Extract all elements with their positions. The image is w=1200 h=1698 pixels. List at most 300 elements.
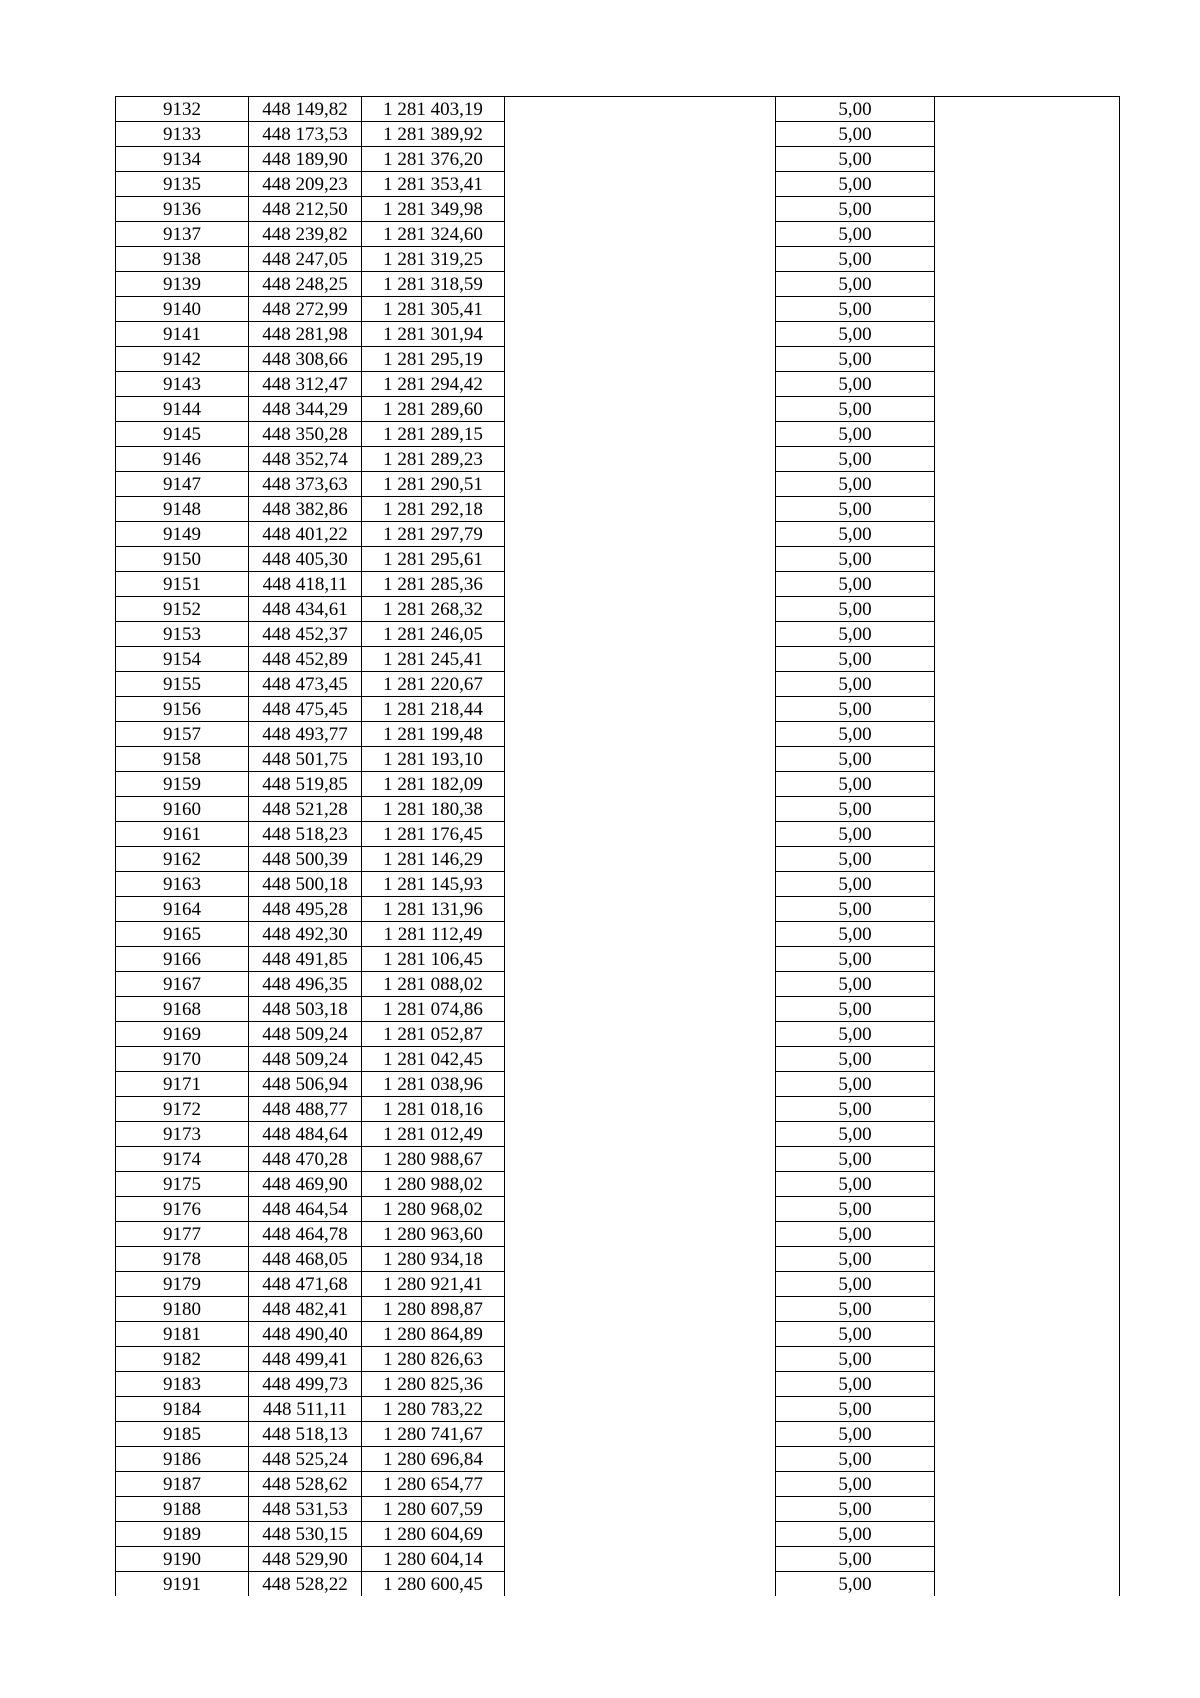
empty-cell [505, 97, 776, 122]
x-coordinate-cell: 448 503,18 [249, 997, 362, 1022]
empty-cell [505, 647, 776, 672]
accuracy-cell: 5,00 [776, 1322, 935, 1347]
empty-cell [505, 422, 776, 447]
empty-cell [505, 797, 776, 822]
point-number-cell: 9145 [116, 422, 249, 447]
x-coordinate-cell: 448 519,85 [249, 772, 362, 797]
empty-cell [935, 147, 1120, 172]
empty-cell [935, 747, 1120, 772]
empty-cell [935, 872, 1120, 897]
y-coordinate-cell: 1 281 289,23 [362, 447, 505, 472]
empty-cell [505, 597, 776, 622]
x-coordinate-cell: 448 469,90 [249, 1172, 362, 1197]
point-number-cell: 9156 [116, 697, 249, 722]
point-number-cell: 9168 [116, 997, 249, 1022]
empty-cell [935, 297, 1120, 322]
accuracy-cell: 5,00 [776, 1097, 935, 1122]
table-row [116, 1547, 1120, 1572]
accuracy-cell: 5,00 [776, 1347, 935, 1372]
accuracy-cell: 5,00 [776, 347, 935, 372]
empty-cell [505, 1297, 776, 1322]
accuracy-cell: 5,00 [776, 822, 935, 847]
empty-cell [505, 272, 776, 297]
point-number-cell: 9134 [116, 147, 249, 172]
y-coordinate-cell: 1 280 963,60 [362, 1222, 505, 1247]
accuracy-cell: 5,00 [776, 847, 935, 872]
empty-cell [505, 547, 776, 572]
accuracy-cell: 5,00 [776, 1247, 935, 1272]
x-coordinate-cell: 448 493,77 [249, 722, 362, 747]
y-coordinate-cell: 1 281 305,41 [362, 297, 505, 322]
y-coordinate-cell: 1 280 934,18 [362, 1247, 505, 1272]
table-row [116, 672, 1120, 697]
point-number-cell: 9176 [116, 1197, 249, 1222]
x-coordinate-cell: 448 471,68 [249, 1272, 362, 1297]
empty-cell [505, 122, 776, 147]
table-row [116, 1247, 1120, 1272]
y-coordinate-cell: 1 281 318,59 [362, 272, 505, 297]
accuracy-cell: 5,00 [776, 222, 935, 247]
table-row [116, 1197, 1120, 1222]
empty-cell [935, 1147, 1120, 1172]
point-number-cell: 9144 [116, 397, 249, 422]
point-number-cell: 9183 [116, 1372, 249, 1397]
y-coordinate-cell: 1 281 106,45 [362, 947, 505, 972]
x-coordinate-cell: 448 475,45 [249, 697, 362, 722]
empty-cell [505, 522, 776, 547]
accuracy-cell: 5,00 [776, 1022, 935, 1047]
y-coordinate-cell: 1 281 042,45 [362, 1047, 505, 1072]
y-coordinate-cell: 1 281 199,48 [362, 722, 505, 747]
point-number-cell: 9180 [116, 1297, 249, 1322]
x-coordinate-cell: 448 484,64 [249, 1122, 362, 1147]
accuracy-cell: 5,00 [776, 972, 935, 997]
x-coordinate-cell: 448 531,53 [249, 1497, 362, 1522]
y-coordinate-cell: 1 281 403,19 [362, 97, 505, 122]
accuracy-cell: 5,00 [776, 397, 935, 422]
accuracy-cell: 5,00 [776, 297, 935, 322]
empty-cell [935, 1297, 1120, 1322]
point-number-cell: 9142 [116, 347, 249, 372]
empty-cell [505, 247, 776, 272]
empty-cell [505, 722, 776, 747]
table-row [116, 222, 1120, 247]
y-coordinate-cell: 1 281 182,09 [362, 772, 505, 797]
x-coordinate-cell: 448 525,24 [249, 1447, 362, 1472]
table-row [116, 1122, 1120, 1147]
y-coordinate-cell: 1 281 018,16 [362, 1097, 505, 1122]
empty-cell [935, 1272, 1120, 1297]
empty-cell [935, 372, 1120, 397]
accuracy-cell: 5,00 [776, 172, 935, 197]
y-coordinate-cell: 1 280 600,45 [362, 1572, 505, 1597]
table-row [116, 1022, 1120, 1047]
y-coordinate-cell: 1 281 289,15 [362, 422, 505, 447]
point-number-cell: 9171 [116, 1072, 249, 1097]
empty-cell [505, 197, 776, 222]
empty-cell [935, 1347, 1120, 1372]
accuracy-cell: 5,00 [776, 1397, 935, 1422]
table-row [116, 1522, 1120, 1547]
empty-cell [505, 172, 776, 197]
empty-cell [505, 147, 776, 172]
table-row [116, 872, 1120, 897]
x-coordinate-cell: 448 468,05 [249, 1247, 362, 1272]
empty-cell [935, 1172, 1120, 1197]
accuracy-cell: 5,00 [776, 547, 935, 572]
point-number-cell: 9178 [116, 1247, 249, 1272]
empty-cell [935, 522, 1120, 547]
accuracy-cell: 5,00 [776, 1447, 935, 1472]
table-row [116, 1322, 1120, 1347]
point-number-cell: 9153 [116, 622, 249, 647]
point-number-cell: 9149 [116, 522, 249, 547]
y-coordinate-cell: 1 280 968,02 [362, 1197, 505, 1222]
empty-cell [935, 497, 1120, 522]
x-coordinate-cell: 448 382,86 [249, 497, 362, 522]
table-row [116, 1422, 1120, 1447]
accuracy-cell: 5,00 [776, 722, 935, 747]
empty-cell [505, 322, 776, 347]
accuracy-cell: 5,00 [776, 272, 935, 297]
coordinates-table-body [116, 97, 1120, 1597]
empty-cell [935, 1447, 1120, 1472]
accuracy-cell: 5,00 [776, 1122, 935, 1147]
table-row [116, 247, 1120, 272]
accuracy-cell: 5,00 [776, 772, 935, 797]
empty-cell [935, 347, 1120, 372]
point-number-cell: 9175 [116, 1172, 249, 1197]
x-coordinate-cell: 448 509,24 [249, 1022, 362, 1047]
empty-cell [935, 1497, 1120, 1522]
point-number-cell: 9140 [116, 297, 249, 322]
point-number-cell: 9136 [116, 197, 249, 222]
point-number-cell: 9132 [116, 97, 249, 122]
table-row [116, 847, 1120, 872]
point-number-cell: 9163 [116, 872, 249, 897]
empty-cell [505, 747, 776, 772]
table-row [116, 422, 1120, 447]
accuracy-cell: 5,00 [776, 997, 935, 1022]
empty-cell [505, 372, 776, 397]
point-number-cell: 9182 [116, 1347, 249, 1372]
y-coordinate-cell: 1 281 220,67 [362, 672, 505, 697]
y-coordinate-cell: 1 281 292,18 [362, 497, 505, 522]
point-number-cell: 9187 [116, 1472, 249, 1497]
empty-cell [505, 1172, 776, 1197]
accuracy-cell: 5,00 [776, 1472, 935, 1497]
point-number-cell: 9174 [116, 1147, 249, 1172]
y-coordinate-cell: 1 281 349,98 [362, 197, 505, 222]
x-coordinate-cell: 448 492,30 [249, 922, 362, 947]
y-coordinate-cell: 1 280 607,59 [362, 1497, 505, 1522]
table-row [116, 997, 1120, 1022]
point-number-cell: 9141 [116, 322, 249, 347]
empty-cell [935, 1547, 1120, 1572]
empty-cell [935, 422, 1120, 447]
empty-cell [935, 1022, 1120, 1047]
accuracy-cell: 5,00 [776, 872, 935, 897]
x-coordinate-cell: 448 495,28 [249, 897, 362, 922]
table-row [116, 1297, 1120, 1322]
x-coordinate-cell: 448 511,11 [249, 1397, 362, 1422]
y-coordinate-cell: 1 281 294,42 [362, 372, 505, 397]
table-row [116, 447, 1120, 472]
point-number-cell: 9186 [116, 1447, 249, 1472]
x-coordinate-cell: 448 173,53 [249, 122, 362, 147]
x-coordinate-cell: 448 247,05 [249, 247, 362, 272]
x-coordinate-cell: 448 528,62 [249, 1472, 362, 1497]
x-coordinate-cell: 448 488,77 [249, 1097, 362, 1122]
accuracy-cell: 5,00 [776, 447, 935, 472]
point-number-cell: 9147 [116, 472, 249, 497]
empty-cell [935, 97, 1120, 122]
accuracy-cell: 5,00 [776, 597, 935, 622]
y-coordinate-cell: 1 280 988,02 [362, 1172, 505, 1197]
table-row [116, 797, 1120, 822]
accuracy-cell: 5,00 [776, 1372, 935, 1397]
y-coordinate-cell: 1 281 112,49 [362, 922, 505, 947]
empty-cell [505, 1072, 776, 1097]
y-coordinate-cell: 1 281 268,32 [362, 597, 505, 622]
y-coordinate-cell: 1 281 295,61 [362, 547, 505, 572]
empty-cell [505, 772, 776, 797]
x-coordinate-cell: 448 501,75 [249, 747, 362, 772]
empty-cell [935, 397, 1120, 422]
point-number-cell: 9138 [116, 247, 249, 272]
empty-cell [505, 897, 776, 922]
empty-cell [505, 1147, 776, 1172]
empty-cell [505, 347, 776, 372]
point-number-cell: 9167 [116, 972, 249, 997]
point-number-cell: 9190 [116, 1547, 249, 1572]
empty-cell [935, 547, 1120, 572]
x-coordinate-cell: 448 500,18 [249, 872, 362, 897]
empty-cell [505, 1247, 776, 1272]
x-coordinate-cell: 448 530,15 [249, 1522, 362, 1547]
y-coordinate-cell: 1 280 898,87 [362, 1297, 505, 1322]
accuracy-cell: 5,00 [776, 947, 935, 972]
empty-cell [505, 697, 776, 722]
accuracy-cell: 5,00 [776, 897, 935, 922]
empty-cell [935, 647, 1120, 672]
y-coordinate-cell: 1 281 245,41 [362, 647, 505, 672]
accuracy-cell: 5,00 [776, 1572, 935, 1597]
empty-cell [935, 1122, 1120, 1147]
coordinates-table [115, 96, 1120, 1596]
empty-cell [935, 1422, 1120, 1447]
table-row [116, 647, 1120, 672]
empty-cell [505, 1522, 776, 1547]
x-coordinate-cell: 448 344,29 [249, 397, 362, 422]
point-number-cell: 9150 [116, 547, 249, 572]
table-row [116, 372, 1120, 397]
point-number-cell: 9139 [116, 272, 249, 297]
table-row [116, 1447, 1120, 1472]
y-coordinate-cell: 1 280 783,22 [362, 1397, 505, 1422]
y-coordinate-cell: 1 281 145,93 [362, 872, 505, 897]
x-coordinate-cell: 448 308,66 [249, 347, 362, 372]
empty-cell [935, 197, 1120, 222]
table-row [116, 297, 1120, 322]
empty-cell [505, 222, 776, 247]
accuracy-cell: 5,00 [776, 147, 935, 172]
x-coordinate-cell: 448 434,61 [249, 597, 362, 622]
y-coordinate-cell: 1 280 604,69 [362, 1522, 505, 1547]
x-coordinate-cell: 448 239,82 [249, 222, 362, 247]
empty-cell [505, 997, 776, 1022]
point-number-cell: 9181 [116, 1322, 249, 1347]
accuracy-cell: 5,00 [776, 1272, 935, 1297]
x-coordinate-cell: 448 490,40 [249, 1322, 362, 1347]
y-coordinate-cell: 1 281 289,60 [362, 397, 505, 422]
accuracy-cell: 5,00 [776, 1072, 935, 1097]
y-coordinate-cell: 1 281 319,25 [362, 247, 505, 272]
empty-cell [935, 822, 1120, 847]
point-number-cell: 9179 [116, 1272, 249, 1297]
x-coordinate-cell: 448 491,85 [249, 947, 362, 972]
y-coordinate-cell: 1 280 864,89 [362, 1322, 505, 1347]
x-coordinate-cell: 448 499,73 [249, 1372, 362, 1397]
empty-cell [505, 1022, 776, 1047]
empty-cell [505, 397, 776, 422]
x-coordinate-cell: 448 401,22 [249, 522, 362, 547]
empty-cell [935, 1222, 1120, 1247]
accuracy-cell: 5,00 [776, 747, 935, 772]
x-coordinate-cell: 448 189,90 [249, 147, 362, 172]
accuracy-cell: 5,00 [776, 1547, 935, 1572]
accuracy-cell: 5,00 [776, 1422, 935, 1447]
empty-cell [935, 1472, 1120, 1497]
accuracy-cell: 5,00 [776, 697, 935, 722]
table-row [116, 1172, 1120, 1197]
accuracy-cell: 5,00 [776, 97, 935, 122]
y-coordinate-cell: 1 281 353,41 [362, 172, 505, 197]
empty-cell [935, 122, 1120, 147]
y-coordinate-cell: 1 281 389,92 [362, 122, 505, 147]
table-row [116, 772, 1120, 797]
x-coordinate-cell: 448 418,11 [249, 572, 362, 597]
y-coordinate-cell: 1 281 297,79 [362, 522, 505, 547]
empty-cell [505, 622, 776, 647]
point-number-cell: 9158 [116, 747, 249, 772]
empty-cell [935, 222, 1120, 247]
empty-cell [505, 1447, 776, 1472]
table-row [116, 397, 1120, 422]
x-coordinate-cell: 448 248,25 [249, 272, 362, 297]
table-row [116, 822, 1120, 847]
point-number-cell: 9188 [116, 1497, 249, 1522]
empty-cell [505, 1347, 776, 1372]
y-coordinate-cell: 1 281 285,36 [362, 572, 505, 597]
y-coordinate-cell: 1 281 246,05 [362, 622, 505, 647]
point-number-cell: 9160 [116, 797, 249, 822]
y-coordinate-cell: 1 280 988,67 [362, 1147, 505, 1172]
y-coordinate-cell: 1 281 074,86 [362, 997, 505, 1022]
y-coordinate-cell: 1 281 052,87 [362, 1022, 505, 1047]
point-number-cell: 9151 [116, 572, 249, 597]
accuracy-cell: 5,00 [776, 672, 935, 697]
table-row [116, 547, 1120, 572]
empty-cell [935, 1247, 1120, 1272]
accuracy-cell: 5,00 [776, 422, 935, 447]
table-row [116, 322, 1120, 347]
point-number-cell: 9152 [116, 597, 249, 622]
table-row [116, 572, 1120, 597]
table-row [116, 1472, 1120, 1497]
empty-cell [935, 947, 1120, 972]
empty-cell [935, 697, 1120, 722]
table-row [116, 497, 1120, 522]
accuracy-cell: 5,00 [776, 1497, 935, 1522]
table-row [116, 1097, 1120, 1122]
empty-cell [505, 1372, 776, 1397]
empty-cell [505, 1497, 776, 1522]
accuracy-cell: 5,00 [776, 1222, 935, 1247]
y-coordinate-cell: 1 281 131,96 [362, 897, 505, 922]
table-row [116, 922, 1120, 947]
table-row [116, 1347, 1120, 1372]
y-coordinate-cell: 1 281 088,02 [362, 972, 505, 997]
empty-cell [935, 172, 1120, 197]
point-number-cell: 9172 [116, 1097, 249, 1122]
point-number-cell: 9177 [116, 1222, 249, 1247]
y-coordinate-cell: 1 280 696,84 [362, 1447, 505, 1472]
y-coordinate-cell: 1 281 176,45 [362, 822, 505, 847]
accuracy-cell: 5,00 [776, 122, 935, 147]
empty-cell [505, 1572, 776, 1597]
table-row [116, 1222, 1120, 1247]
empty-cell [505, 447, 776, 472]
x-coordinate-cell: 448 509,24 [249, 1047, 362, 1072]
x-coordinate-cell: 448 452,89 [249, 647, 362, 672]
empty-cell [505, 922, 776, 947]
table-row [116, 897, 1120, 922]
empty-cell [935, 1047, 1120, 1072]
accuracy-cell: 5,00 [776, 622, 935, 647]
accuracy-cell: 5,00 [776, 1147, 935, 1172]
empty-cell [505, 1472, 776, 1497]
empty-cell [935, 447, 1120, 472]
y-coordinate-cell: 1 281 012,49 [362, 1122, 505, 1147]
x-coordinate-cell: 448 452,37 [249, 622, 362, 647]
table-row [116, 1572, 1120, 1597]
empty-cell [935, 897, 1120, 922]
table-row [116, 1272, 1120, 1297]
x-coordinate-cell: 448 373,63 [249, 472, 362, 497]
x-coordinate-cell: 448 350,28 [249, 422, 362, 447]
accuracy-cell: 5,00 [776, 1172, 935, 1197]
x-coordinate-cell: 448 464,54 [249, 1197, 362, 1222]
table-row [116, 722, 1120, 747]
empty-cell [935, 772, 1120, 797]
empty-cell [505, 1047, 776, 1072]
empty-cell [505, 1422, 776, 1447]
empty-cell [505, 1222, 776, 1247]
point-number-cell: 9154 [116, 647, 249, 672]
empty-cell [505, 947, 776, 972]
accuracy-cell: 5,00 [776, 1047, 935, 1072]
empty-cell [505, 1122, 776, 1147]
point-number-cell: 9191 [116, 1572, 249, 1597]
x-coordinate-cell: 448 212,50 [249, 197, 362, 222]
y-coordinate-cell: 1 280 741,67 [362, 1422, 505, 1447]
y-coordinate-cell: 1 281 180,38 [362, 797, 505, 822]
x-coordinate-cell: 448 464,78 [249, 1222, 362, 1247]
y-coordinate-cell: 1 281 324,60 [362, 222, 505, 247]
x-coordinate-cell: 448 473,45 [249, 672, 362, 697]
table-row [116, 597, 1120, 622]
